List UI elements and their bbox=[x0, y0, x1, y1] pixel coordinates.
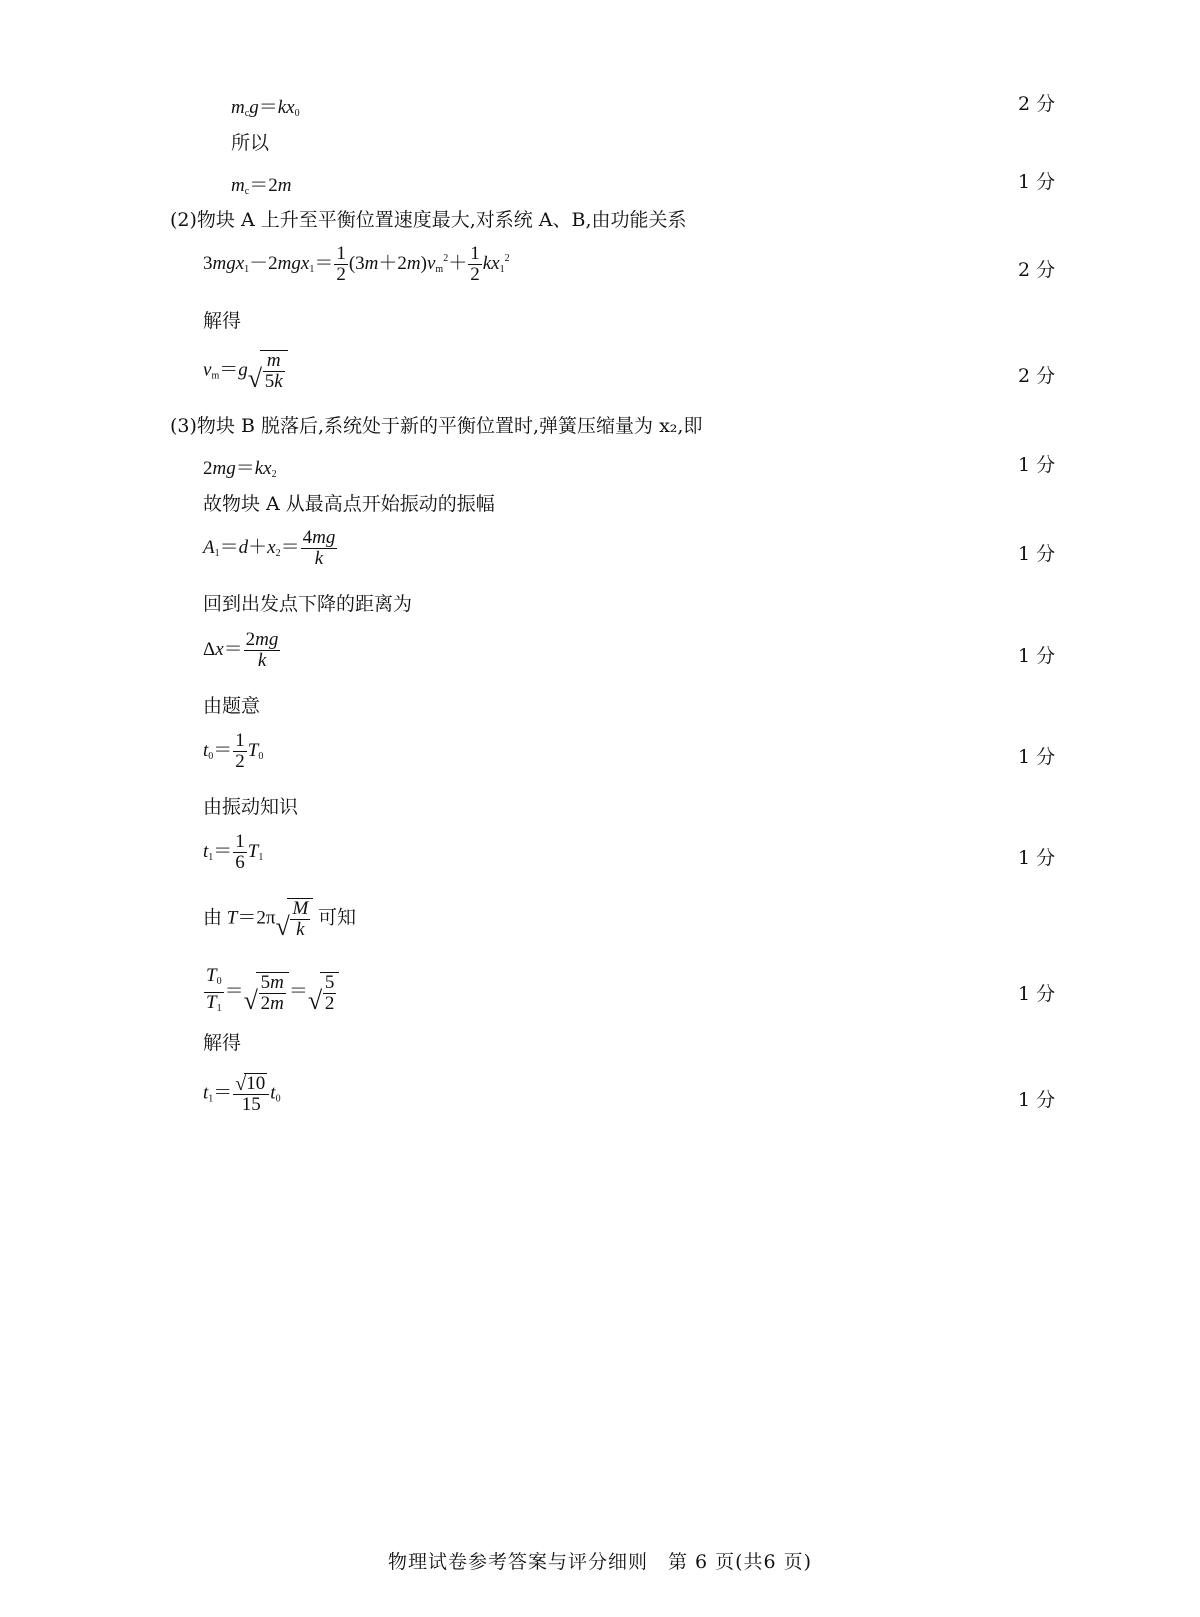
text-jiede-2: 解得 bbox=[203, 1032, 242, 1054]
formula-energy: 3mgx$_1$－2mgx$_1$＝ $\frac{1}{2}$ $(3m+2m)v_m^2+$ $\frac{1}{2}$ $kx_1^2$ bbox=[203, 243, 510, 285]
formula-A1: $A_1=d+x_2=$ $\frac{4mg}{k}$ bbox=[203, 527, 336, 569]
formula-delta-x: Δx＝ $\frac{2mg}{k}$ bbox=[203, 629, 279, 671]
score-5: 2 分 bbox=[1018, 259, 1056, 281]
score-13: 1 分 bbox=[1018, 645, 1056, 667]
text-zhendong: 由振动知识 bbox=[203, 796, 299, 818]
text-distance: 回到出发点下降的距离为 bbox=[203, 593, 413, 615]
formula-2mg-kx2: $2mg=kx_2$ bbox=[203, 458, 277, 480]
page-footer: 物理试卷参考答案与评分细则 第 6 页(共6 页) bbox=[387, 1551, 813, 1573]
score-21: 1 分 bbox=[1018, 1089, 1056, 1111]
formula-mc-2m: $m_c=2m$ bbox=[231, 175, 292, 197]
text-suoyi: 所以 bbox=[231, 132, 270, 154]
formula-t1: $t_1=$ $\frac{1}{6}$ $T_1$ bbox=[203, 831, 264, 873]
score-7: 2 分 bbox=[1018, 365, 1056, 387]
formula-ratio: $\frac{T_0}{T_1}$ ＝ √ $\frac{5m}{2m}$ ＝ √ $\frac{5}{2}$ bbox=[203, 966, 339, 1019]
text-amplitude: 故物块 A 从最高点开始振动的振幅 bbox=[203, 493, 495, 515]
score-17: 1 分 bbox=[1018, 847, 1056, 869]
formula-t1-result: $t_1=$ √ 10 15 $t_0$ bbox=[203, 1073, 281, 1116]
score-9: 1 分 bbox=[1018, 454, 1056, 476]
score-19: 1 分 bbox=[1018, 983, 1056, 1005]
score-15: 1 分 bbox=[1018, 746, 1056, 768]
formula-mc-g-kx0: $m_cg=kx_0$ bbox=[231, 97, 300, 119]
score-1: 2 分 bbox=[1018, 93, 1056, 115]
score-11: 1 分 bbox=[1018, 543, 1056, 565]
formula-vm: $v_m=g$ √ $\frac{m}{5k}$ bbox=[203, 350, 288, 392]
formula-period: 由 T＝2π √ $\frac{M}{k}$ 可知 bbox=[203, 898, 357, 941]
part-3-heading: (3)物块 B 脱落后,系统处于新的平衡位置时,弹簧压缩量为 x₂,即 bbox=[170, 415, 703, 437]
score-3: 1 分 bbox=[1018, 171, 1056, 193]
text-jiede-1: 解得 bbox=[203, 310, 242, 332]
part-2-heading: (2)物块 A 上升至平衡位置速度最大,对系统 A、B,由功能关系 bbox=[170, 209, 687, 231]
text-you: 由 bbox=[203, 906, 223, 929]
text-kezhi: 可知 bbox=[318, 906, 357, 929]
formula-t0: $t_0=$ $\frac{1}{2}$ $T_0$ bbox=[203, 730, 264, 772]
text-tiyi: 由题意 bbox=[203, 695, 261, 717]
